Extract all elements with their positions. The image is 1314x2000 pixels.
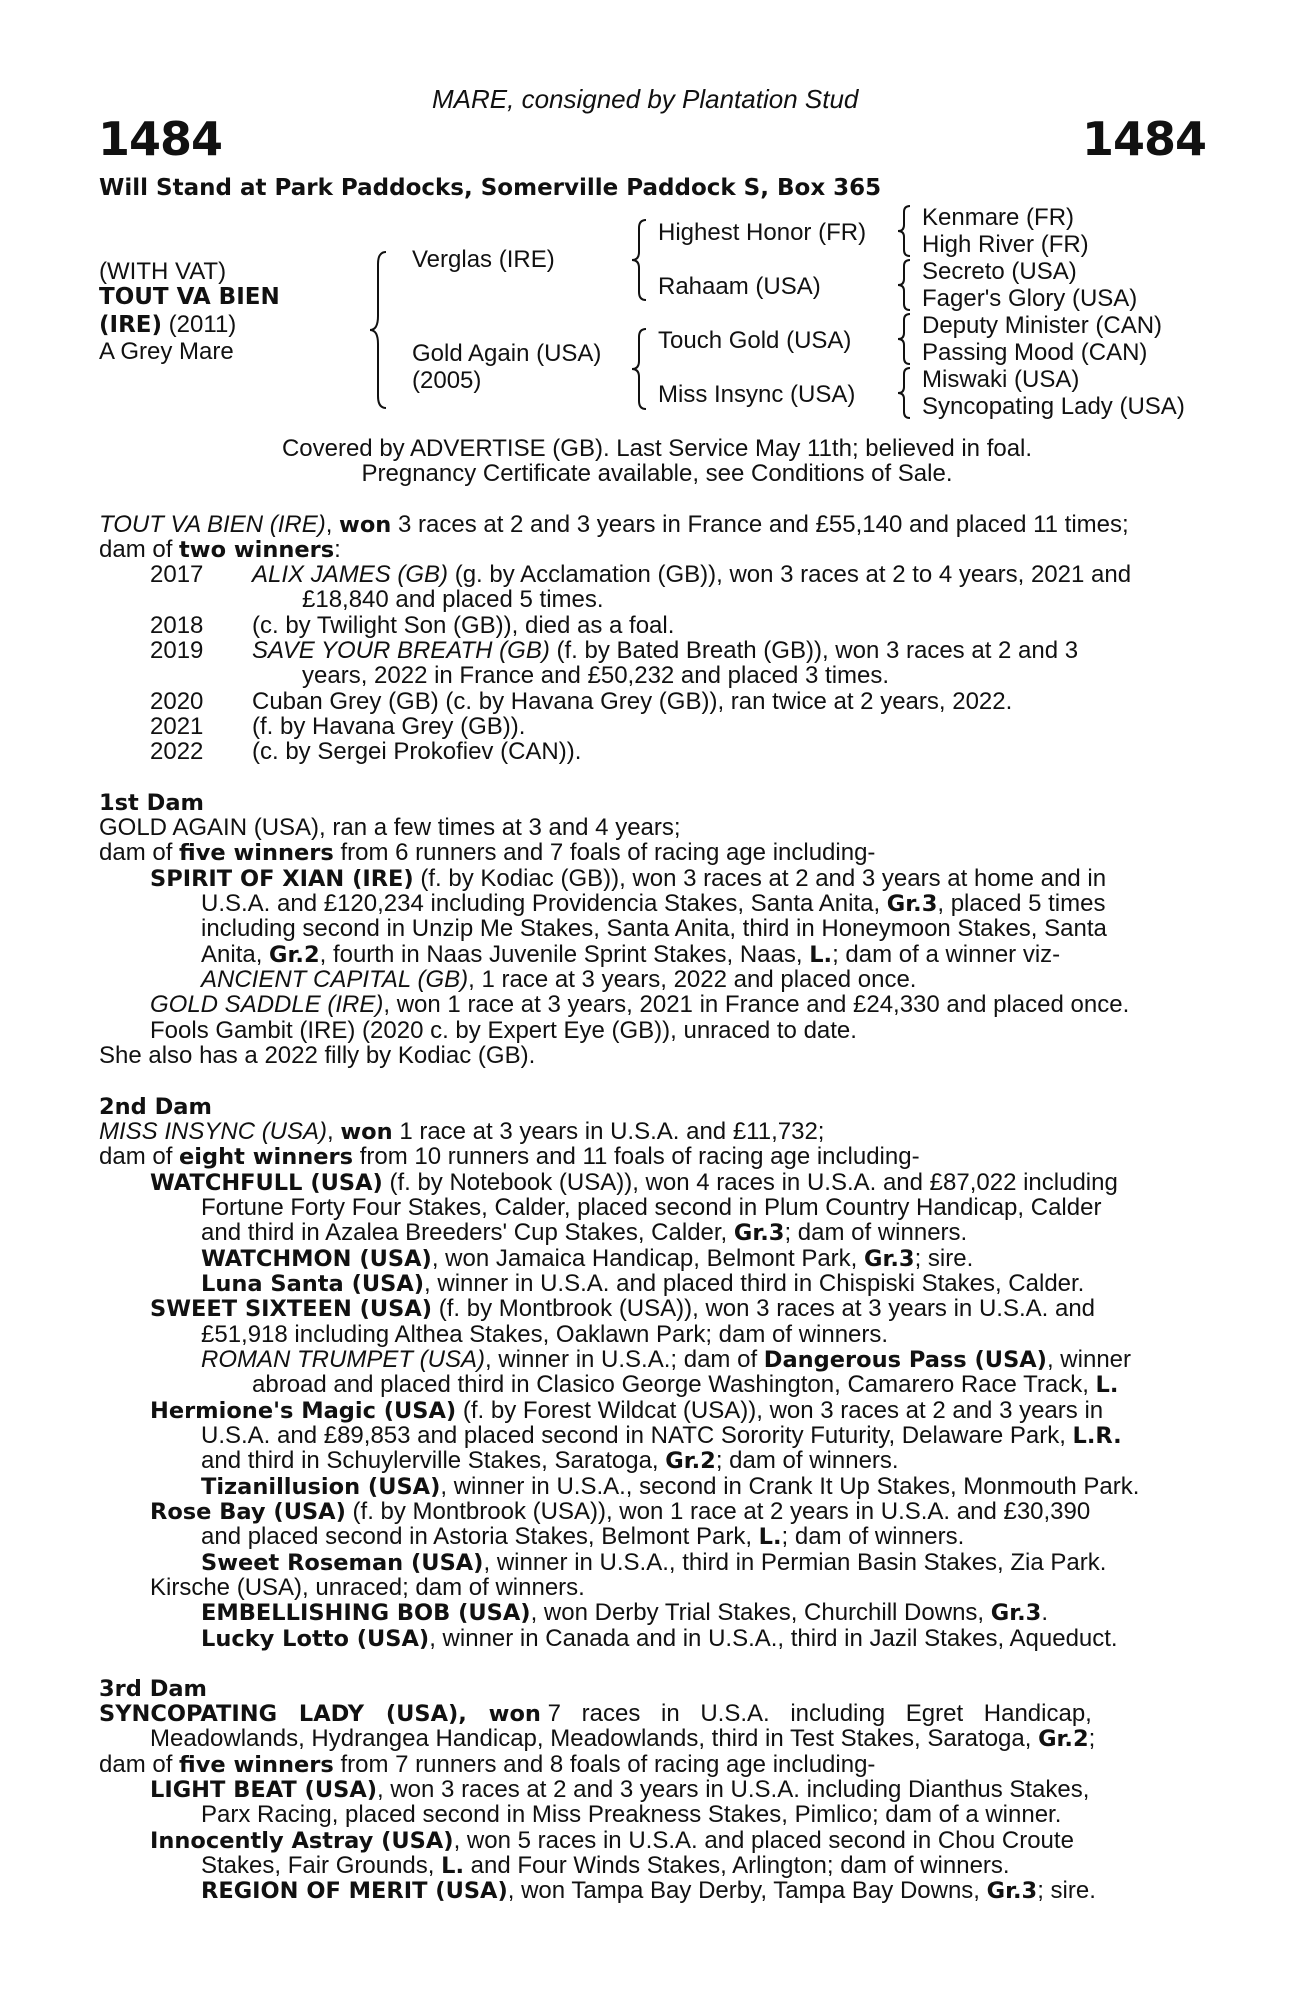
ped-dss: Deputy Minister (CAN) bbox=[922, 312, 1163, 339]
horse-name: TOUT VA BIEN bbox=[99, 284, 280, 310]
sweet-sixteen-entry: SWEET SIXTEEN (USA) (f. by Montbrook (USA)), won 3 races at 3 years in U.S.A. and bbox=[150, 1295, 1096, 1322]
second-dam-line: MISS INSYNC (USA), won 1 race at 3 years in U.S.A. and £11,732; bbox=[99, 1118, 825, 1145]
dam-sire: Touch Gold (USA) bbox=[658, 327, 852, 354]
also-has-note: She also has a 2022 filly by Kodiac (GB). bbox=[99, 1042, 536, 1069]
fools-gambit-entry: Fools Gambit (IRE) (2020 c. by Expert Eye (GB)), unraced to date. bbox=[150, 1017, 857, 1044]
pedigree-brace-g3-1 bbox=[896, 204, 912, 258]
roman-trumpet-entry-2: abroad and placed third in Clasico George Washington, Camarero Race Track, L. bbox=[252, 1371, 1119, 1398]
ancient-entry: ANCIENT CAPITAL (GB), 1 race at 3 years, 2022 and placed once. bbox=[201, 966, 917, 993]
innocently-astray-entry: Innocently Astray (USA), won 5 races in U.S.A. and placed second in Chou Croute bbox=[150, 1827, 1074, 1854]
kirsche-entry: Kirsche (USA), unraced; dam of winners. bbox=[150, 1574, 585, 1601]
hermione-entry-3: and third in Schuylerville Stakes, Saratoga, Gr.2; dam of winners. bbox=[201, 1447, 899, 1474]
ped-sss: Kenmare (FR) bbox=[922, 204, 1075, 231]
hermione-entry-2: U.S.A. and £89,853 and placed second in NATC Sorority Futurity, Delaware Park, L.R. bbox=[201, 1422, 1122, 1449]
spirit-entry-3: including second in Unzip Me Stakes, Santa Anita, third in Honeymoon Stakes, Santa bbox=[201, 915, 1107, 942]
rose-bay-entry-2: and placed second in Astoria Stakes, Belmont Park, L.; dam of winners. bbox=[201, 1523, 965, 1550]
produce-intro-1: TOUT VA BIEN (IRE), won 3 races at 2 and 3 years in France and £55,140 and placed 11 times; bbox=[99, 511, 1129, 538]
ped-sds: Secreto (USA) bbox=[922, 258, 1077, 285]
pedigree-brace-g3-3 bbox=[896, 312, 912, 366]
second-dam-heading: 2nd Dam bbox=[99, 1094, 212, 1120]
lot-number-right: 1484 bbox=[1081, 112, 1206, 166]
foal-year: 2022 bbox=[150, 738, 204, 765]
sweet-sixteen-entry-2: £51,918 including Althea Stakes, Oaklawn Park; dam of winners. bbox=[201, 1321, 889, 1348]
foal-entry: ALIX JAMES (GB) (g. by Acclamation (GB)), won 3 races at 2 to 4 years, 2021 and bbox=[252, 561, 1132, 588]
foal-entry: (c. by Sergei Prokofiev (CAN)). bbox=[252, 738, 582, 765]
foal-year: 2017 bbox=[150, 561, 204, 588]
first-dam-line: GOLD AGAIN (USA), ran a few times at 3 and 4 years; bbox=[99, 814, 681, 841]
third-dam-heading: 3rd Dam bbox=[99, 1676, 207, 1702]
spirit-entry-4: Anita, Gr.2, fourth in Naas Juvenile Sprint Stakes, Naas, L.; dam of a winner viz- bbox=[201, 941, 1061, 968]
spirit-entry: SPIRIT OF XIAN (IRE) (f. by Kodiac (GB)), won 3 races at 2 and 3 years at home and in bbox=[150, 865, 1107, 892]
ped-sdd: Fager's Glory (USA) bbox=[922, 285, 1138, 312]
pedigree-brace-g3-2 bbox=[896, 258, 912, 312]
roman-trumpet-entry: ROMAN TRUMPET (USA), winner in U.S.A.; dam of Dangerous Pass (USA), winner bbox=[201, 1346, 1132, 1373]
third-dam-line-2: Meadowlands, Hydrangea Handicap, Meadowlands, third in Test Stakes, Saratoga, Gr.2; bbox=[150, 1725, 1096, 1752]
consignment-line: MARE, consigned by Plantation Stud bbox=[432, 84, 859, 114]
produce-intro-2: dam of two winners: bbox=[99, 536, 341, 563]
ped-dds: Miswaki (USA) bbox=[922, 366, 1080, 393]
lucky-lotto-entry: Lucky Lotto (USA), winner in Canada and in U.S.A., third in Jazil Stakes, Aqueduct. bbox=[201, 1625, 1118, 1652]
spirit-entry-2: U.S.A. and £120,234 including Providencia Stakes, Santa Anita, Gr.3, placed 5 times bbox=[201, 890, 1106, 917]
watchfull-entry: WATCHFULL (USA) (f. by Notebook (USA)), won 4 races in U.S.A. and £87,022 including bbox=[150, 1169, 1118, 1196]
pedigree-brace-g3-4 bbox=[896, 366, 912, 420]
dam-line1: Gold Again (USA) bbox=[412, 340, 602, 367]
third-dam-line: SYNCOPATING LADY (USA), won 7 races in U.S.A. including Egret Handicap, bbox=[99, 1700, 1092, 1727]
foal-year: 2019 bbox=[150, 637, 204, 664]
watchmon-entry: WATCHMON (USA), won Jamaica Handicap, Belmont Park, Gr.3; sire. bbox=[201, 1245, 974, 1272]
foal-year: 2020 bbox=[150, 688, 204, 715]
luna-santa-entry: Luna Santa (USA), winner in U.S.A. and placed third in Chispiski Stakes, Calder. bbox=[201, 1270, 1085, 1297]
ped-ssd: High River (FR) bbox=[922, 231, 1089, 258]
watchfull-entry-2: Fortune Forty Four Stakes, Calder, placed second in Plum Country Handicap, Calder bbox=[201, 1194, 1102, 1221]
foal-entry: SAVE YOUR BREATH (GB) (f. by Bated Breath (GB)), won 3 races at 2 and 3 bbox=[252, 637, 1079, 664]
lot-number-left: 1484 bbox=[98, 112, 223, 166]
innocently-astray-entry-2: Stakes, Fair Grounds, L. and Four Winds Stakes, Arlington; dam of winners. bbox=[201, 1852, 1010, 1879]
region-of-merit-entry: REGION OF MERIT (USA), won Tampa Bay Derby, Tampa Bay Downs, Gr.3; sire. bbox=[201, 1877, 1096, 1904]
foal-entry: Cuban Grey (GB) (c. by Havana Grey (GB)), ran twice at 2 years, 2022. bbox=[252, 688, 1013, 715]
foal-entry-cont: £18,840 and placed 5 times. bbox=[302, 586, 604, 613]
sweet-roseman-entry: Sweet Roseman (USA), winner in U.S.A., third in Permian Basin Stakes, Zia Park. bbox=[201, 1549, 1107, 1576]
third-dam-summary: dam of five winners from 7 runners and 8 foals of racing age including- bbox=[99, 1751, 876, 1778]
covered-line1: Covered by ADVERTISE (GB). Last Service May 11th; believed in foal. bbox=[281, 435, 1033, 462]
vat-note: (WITH VAT) bbox=[99, 258, 227, 285]
tizanillusion-entry: Tizanillusion (USA), winner in U.S.A., second in Crank It Up Stakes, Monmouth Park. bbox=[201, 1473, 1140, 1500]
second-dam-summary: dam of eight winners from 10 runners and 11 foals of racing age including- bbox=[99, 1143, 920, 1170]
rose-bay-entry: Rose Bay (USA) (f. by Montbrook (USA)), won 1 race at 2 years in U.S.A. and £30,390 bbox=[150, 1498, 1091, 1525]
ped-dsd: Passing Mood (CAN) bbox=[922, 339, 1148, 366]
foal-entry: (c. by Twilight Son (GB)), died as a foal. bbox=[252, 612, 675, 639]
embellishing-bob-entry: EMBELLISHING BOB (USA), won Derby Trial Stakes, Churchill Downs, Gr.3. bbox=[201, 1599, 1048, 1626]
covered-line2: Pregnancy Certificate available, see Conditions of Sale. bbox=[361, 460, 953, 487]
first-dam-heading: 1st Dam bbox=[99, 790, 204, 816]
sire-sire: Highest Honor (FR) bbox=[658, 219, 867, 246]
foal-year: 2018 bbox=[150, 612, 204, 639]
pedigree-brace-sire bbox=[630, 218, 648, 302]
foal-year: 2021 bbox=[150, 713, 204, 740]
light-beat-entry-2: Parx Racing, placed second in Miss Preakness Stakes, Pimlico; dam of a winner. bbox=[201, 1801, 1062, 1828]
light-beat-entry: LIGHT BEAT (USA), won 3 races at 2 and 3 years in U.S.A. including Dianthus Stakes, bbox=[150, 1776, 1090, 1803]
sire: Verglas (IRE) bbox=[412, 246, 555, 273]
hermione-entry: Hermione's Magic (USA) (f. by Forest Wildcat (USA)), won 3 races at 2 and 3 years in bbox=[150, 1397, 1104, 1424]
sire-dam: Rahaam (USA) bbox=[658, 273, 821, 300]
stand-location: Will Stand at Park Paddocks, Somerville Paddock S, Box 365 bbox=[99, 175, 882, 201]
watchfull-entry-3: and third in Azalea Breeders' Cup Stakes, Calder, Gr.3; dam of winners. bbox=[201, 1219, 968, 1246]
horse-name-line2: (IRE) (2011) bbox=[99, 311, 237, 338]
pedigree-brace-dam bbox=[630, 327, 648, 411]
dam-dam: Miss Insync (USA) bbox=[658, 381, 856, 408]
foal-entry-cont: years, 2022 in France and £50,232 and placed 3 times. bbox=[302, 662, 890, 689]
first-dam-summary: dam of five winners from 6 runners and 7 foals of racing age including- bbox=[99, 839, 876, 866]
gold-saddle-entry: GOLD SADDLE (IRE), won 1 race at 3 years, 2021 in France and £24,330 and placed once. bbox=[150, 991, 1130, 1018]
foal-entry: (f. by Havana Grey (GB)). bbox=[252, 713, 526, 740]
ped-ddd: Syncopating Lady (USA) bbox=[922, 393, 1185, 420]
horse-description: A Grey Mare bbox=[99, 338, 234, 365]
dam-year: (2005) bbox=[412, 367, 482, 394]
pedigree-brace-gen1 bbox=[368, 250, 390, 410]
